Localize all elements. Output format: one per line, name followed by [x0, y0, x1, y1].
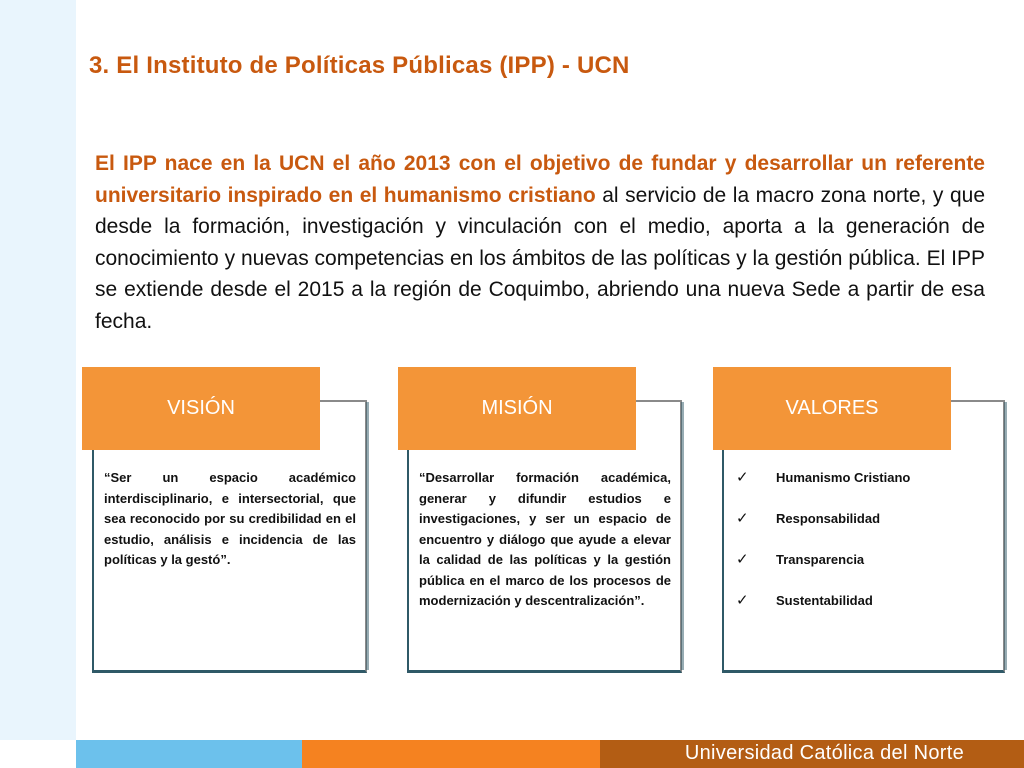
mision-text: “Desarrollar formación académica, generar y difundir estudios e investigaciones, y ser un espacio de encuentro y diálogo que ayude a elevar la calidad de las políticas y la gestión pública en el marco de los procesos de modernización y descentralización”.: [419, 470, 671, 608]
valores-item: ✓ Transparencia: [736, 551, 865, 568]
valores-item: ✓ Responsabilidad: [736, 510, 881, 527]
intro-paragraph: [95, 148, 985, 337]
valores-item: ✓ Humanismo Cristiano: [736, 469, 911, 486]
check-icon: ✓: [736, 551, 749, 568]
valores-list: [736, 468, 910, 632]
footer-bar: [0, 740, 1024, 768]
valores-item: ✓ Sustentabilidad: [736, 592, 873, 609]
vision-header: VISIÓN: [82, 367, 320, 450]
footer-brown-segment: [600, 740, 1024, 768]
mision-header: MISIÓN: [398, 367, 636, 450]
check-icon: ✓: [736, 592, 749, 609]
footer-orange-segment: [302, 740, 600, 768]
footer-blue-segment: [76, 740, 302, 768]
intro-text: al servicio de la macro zona norte, y que desde la formación, investigación y vinculación con el medio, aporta a la generación de conocimiento y nuevas competencias en los ámbitos de las políticas y la gestión pública. El IPP se extiende desde el 2015 a la región de Coquimbo, abriendo una nueva Sede a partir de esa fecha.: [95, 183, 985, 333]
university-name: Universidad Católica del Norte: [684, 742, 964, 764]
check-icon: ✓: [736, 469, 749, 486]
slide-title: 3. El Instituto de Políticas Públicas (IPP) - UCN: [89, 52, 630, 79]
intro-highlight: El IPP nace en la UCN el año 2013 con el objetivo de fundar y desarrollar un referente universitario inspirado en el humanismo cristiano: [95, 152, 985, 207]
vision-text: “Ser un espacio académico interdisciplinario, e intersectorial, que sea reconocido por su credibilidad en el estudio, análisis e incidencia de las políticas y la gestó”.: [104, 470, 356, 567]
valores-header: VALORES: [713, 367, 951, 450]
left-accent-bar: [0, 0, 76, 740]
check-icon: ✓: [736, 510, 749, 527]
